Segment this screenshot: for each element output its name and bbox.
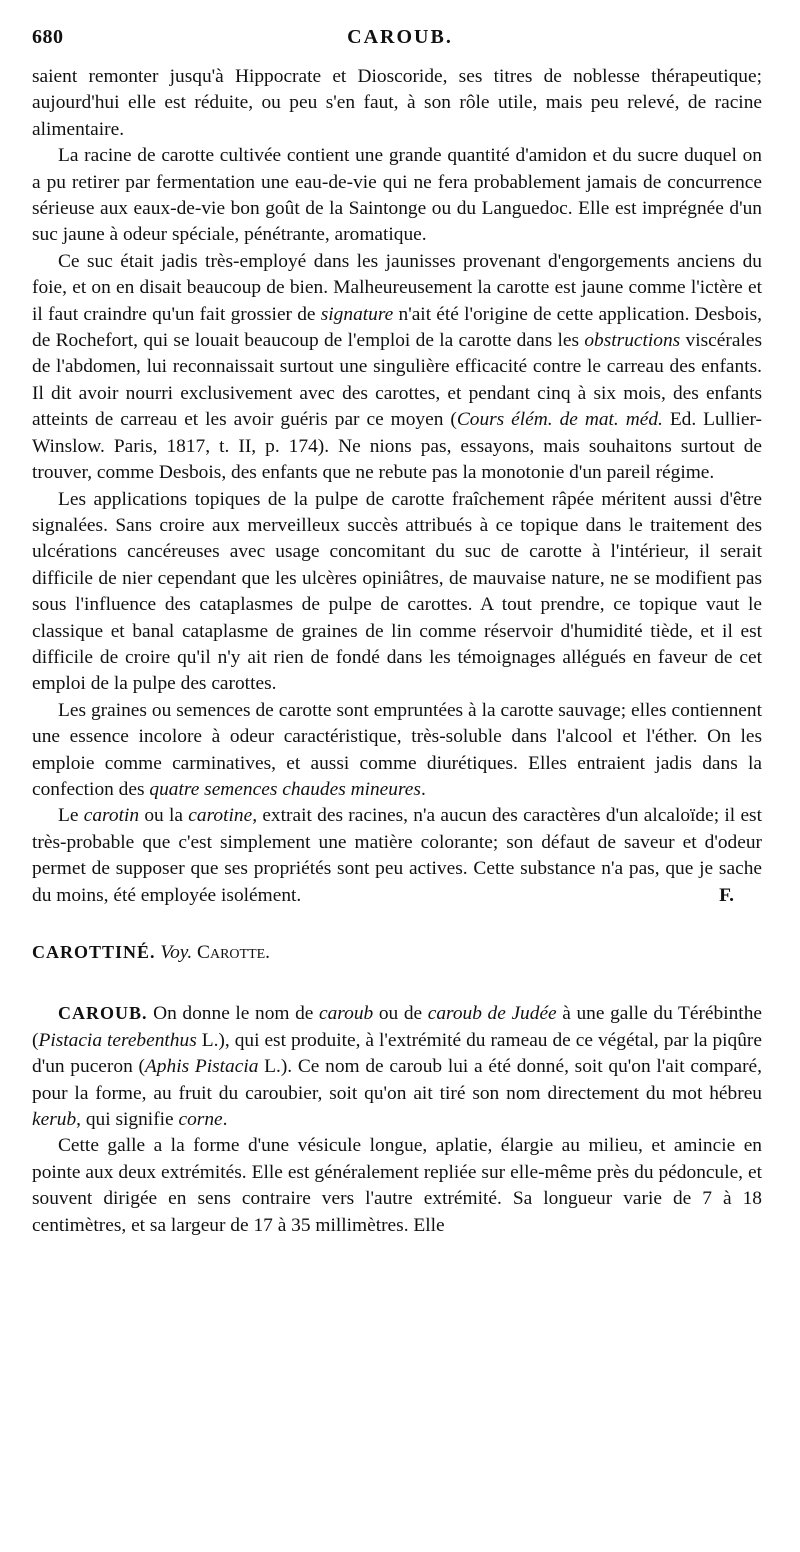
paragraph-continuation: saient remonter jusqu'à Hippocrate et Dioscoride, ses titres de noblesse thérapeutique; aujourd'hui elle est réduite, ou peu s'en faut, à son rôle utile, mais peu relevé, de racine alimentaire. <box>32 66 762 140</box>
italic-term: carotine, <box>188 805 258 827</box>
page-number: 680 <box>32 26 64 48</box>
running-head: CAROUB. <box>347 26 453 48</box>
cross-reference-voy: Voy. <box>160 942 193 963</box>
italic-species: Pistacia terebenthus <box>38 1029 197 1051</box>
page-header <box>32 26 768 66</box>
italic-term: signature <box>320 303 394 325</box>
text-run: L.). Ce nom de caroub lui a été donné, soit qu'on l'ait comparé, pour la forme, au fruit du caroubier, soit qu'on ait tiré son nom directement du mot hébreu <box>32 1056 762 1104</box>
entry-separator <box>32 909 762 939</box>
entry-headword: CAROUB. <box>58 1003 148 1024</box>
entry-headword: CAROTTINÉ. <box>32 942 156 962</box>
italic-term: kerub <box>32 1109 77 1131</box>
entry-separator <box>32 966 762 1000</box>
paragraph-carrot-juice <box>32 249 762 487</box>
italic-term: caroub de Judée <box>427 1003 557 1025</box>
italic-term: carotin <box>83 805 140 827</box>
text-run: viscérales de l'abdomen, lui reconnaissait surtout une singulière efficacité contre le carreau des enfants. Il dit avoir nourri exclusivement avec des carottes, et pendant cinq à six mois, des enfants atteints de carreau et les avoir guéris par ce moyen ( <box>32 330 762 431</box>
italic-citation: Cours élém. de mat. méd. <box>456 409 663 431</box>
cross-reference-target: Carotte. <box>197 942 271 963</box>
text-run: On donne le nom de <box>147 1003 319 1025</box>
text-run: Ed. Lullier-Winslow. Paris, 1817, t. II, p. 174). Ne nions pas, essayons, mais souhaitons surtout de trouver, comme Desbois, des enfants que ne rebute pas la monotonie d'un pareil régime. <box>32 409 762 484</box>
entry-carottine <box>32 939 762 966</box>
text-run: extrait des racines, n'a aucun des caractères d'un alcaloïde; il est très-probable que c'est simplement une matière colorante; son défaut de saveur et d'odeur permet de supposer que ses propriétés sont peu actives. Cette substance n'a pas, que je sache du moins, été employée isolément. <box>32 805 762 906</box>
paragraph-carotin <box>32 803 762 909</box>
paragraph-gall-description: Cette galle a la forme d'une vésicule longue, aplatie, élargie au milieu, et amincie en pointe aux deux extrémités. Elle est généralement repliée sur elle-même près du pédoncule, et souvent dirigée en sens contraire vers l'autre extrémité. Sa longueur varie de 7 à 18 centimètres, et sa largeur de 17 à 35 millimètres. Elle <box>32 1135 762 1236</box>
entry-caroub <box>32 1000 762 1133</box>
paragraph-topical-uses: Les applications topiques de la pulpe de carotte fraîchement râpée méritent aussi d'être signalées. Sans croire aux merveilleux succès attribués à ce topique dans le traitement des ulcérations cancéreuses avec usage concomitant du suc de carotte à l'intérieur, il serait difficile de nier cependant que les ulcères opiniâtres, de mauvaise nature, ne se modifient pas sous l'influence des cataplasmes de pulpe de carottes. A tout prendre, ce topique vaut le classique et banal cataplasme de graines de lin comme réservoir d'humidité tiède, et il est difficile de croire qu'il n'y ait rien de fondé dans les témoignages allégués en faveur de cet emploi de la pulpe des carottes. <box>32 488 762 695</box>
italic-term: caroub <box>319 1003 374 1025</box>
text-run: Ce suc était jadis très-employé dans les jaunisses provenant d'engorgements anciens du foie, et on en disait beaucoup de bien. Malheureusement la carotte est jaune comme l'ictère et il faut craindre qu'un fait grossier de <box>32 250 762 325</box>
italic-term: obstructions <box>584 330 681 352</box>
author-signature: F. <box>719 884 734 906</box>
text-run: , qui signifie <box>76 1109 179 1131</box>
text-run: à une galle du Térébinthe ( <box>32 1003 762 1051</box>
paragraph-carrot-root: La racine de carotte cultivée contient une grande quantité d'amidon et du sucre duquel on a pu retirer par fermentation une eau-de-vie qui ne fera probablement jamais de concurrence sérieuse aux eaux-de-vie bon goût de la Saintonge ou du Languedoc. Elle est imprégnée d'un suc jaune à odeur spéciale, pénétrante, aromatique. <box>32 145 762 246</box>
text-run: . <box>420 778 426 800</box>
italic-term: quatre semences chaudes mineures <box>149 778 421 800</box>
text-run: ou de <box>373 1003 428 1025</box>
text-run: Le <box>58 805 84 827</box>
page-body <box>32 64 762 1239</box>
italic-term: corne <box>178 1109 223 1131</box>
italic-species: Aphis Pistacia <box>144 1056 259 1078</box>
text-run: L.), qui est produite, à l'extrémité du rameau de ce végétal, par la piqûre d'un puceron ( <box>32 1029 762 1078</box>
text-run: n'ait été l'origine de cette application. Desbois, de Rochefort, qui se louait beaucoup de l'emploi de la carotte dans les <box>32 303 762 352</box>
text-run: ou la <box>139 805 189 827</box>
paragraph-seeds <box>32 698 762 804</box>
text-run: Les graines ou semences de carotte sont empruntées à la carotte sauvage; elles contiennent une essence incolore à odeur caractéristique, très-soluble dans l'alcool et l'éther. On les emploie comme carminatives, et aussi comme diurétiques. Elles entraient jadis dans la confection des <box>32 699 762 800</box>
text-run: . <box>222 1109 228 1131</box>
